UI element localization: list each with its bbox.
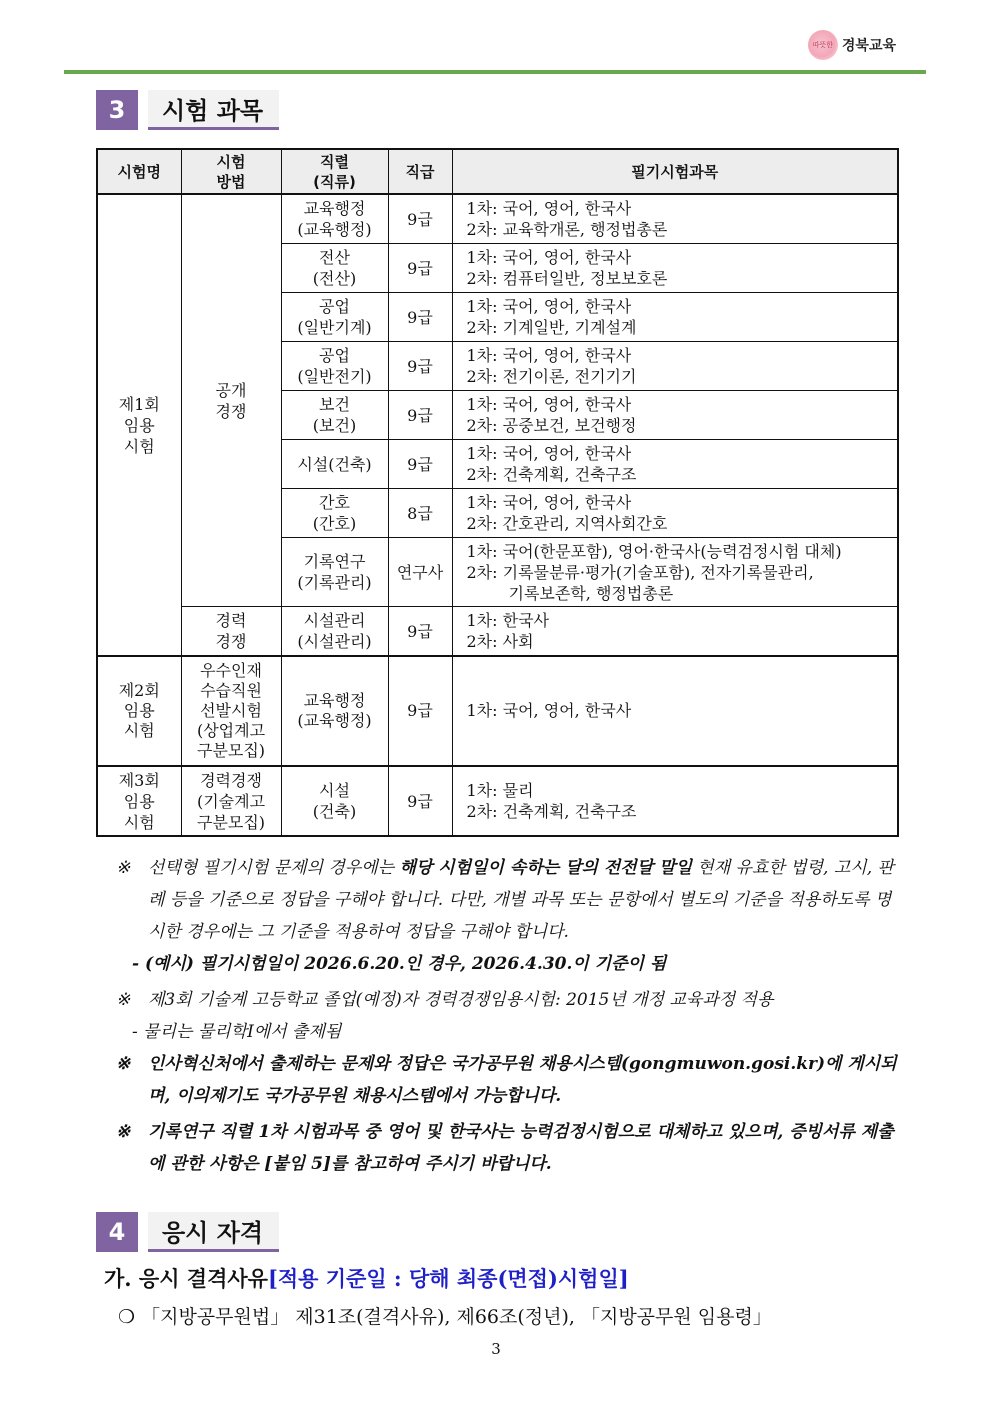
cell-series xyxy=(281,766,388,836)
column-header-line: 필기시험과목 xyxy=(631,162,719,181)
section-number: 4 xyxy=(96,1212,138,1252)
note-2 xyxy=(116,984,906,1016)
cell-series xyxy=(281,607,388,657)
subject-line: 2차: 기계일반, 기계설계 xyxy=(466,318,637,337)
notes-block xyxy=(116,852,906,1180)
cell-series-line: (일반기계) xyxy=(297,318,372,337)
column-header-line: 시험 xyxy=(216,152,246,171)
note-1 xyxy=(116,852,906,948)
subject-line: 2차: 기록물분류·평가(기술포함), 전자기록물관리, xyxy=(466,562,814,582)
cell-subjects xyxy=(452,538,898,607)
cell-series xyxy=(281,489,388,538)
cell-grade-line: 9급 xyxy=(407,454,433,474)
cell-grade-line: 9급 xyxy=(407,356,433,376)
cell-series-line: 기록연구 xyxy=(303,552,366,571)
subject-line: 1차: 국어, 영어, 한국사 xyxy=(466,493,632,512)
cell-exam-method-line: 선발시험 xyxy=(200,701,262,720)
cell-exam-method xyxy=(181,194,281,607)
cell-grade xyxy=(388,489,452,538)
cell-series xyxy=(281,656,388,766)
cell-subjects xyxy=(452,607,898,657)
table-row xyxy=(97,194,898,244)
subsection-label: 가. 응시 결격사유 xyxy=(104,1266,268,1291)
section-4-heading xyxy=(96,1212,279,1252)
subject-line: 2차: 간호관리, 지역사회간호 xyxy=(466,514,668,533)
subject-line: 2차: 컴퓨터일반, 정보보호론 xyxy=(466,269,668,288)
cell-series-line: 보건 xyxy=(319,395,350,414)
col-grade xyxy=(388,149,452,194)
cell-series-line: (교육행정) xyxy=(297,220,372,239)
header-rule xyxy=(64,70,926,74)
cell-series xyxy=(281,342,388,391)
cell-grade-line: 9급 xyxy=(407,701,433,720)
cell-exam-method-line: 우수인재 xyxy=(200,661,262,680)
subsection-basis-date: [적용 기준일 : 당해 최종(면접)시험일] xyxy=(267,1266,629,1291)
note-1-text-c: 현재 유효한 법령, 고시, 판례 등을 기준으로 정답을 구해야 합니다. 다만, 개별 과목 또는 문항에서 별도의 기준을 적용하도록 명시한 경우에는 그 기준을 적용하여 정답을 구해야 합니다. xyxy=(148,858,894,942)
cell-grade xyxy=(388,440,452,489)
cell-grade xyxy=(388,293,452,342)
cell-subjects xyxy=(452,342,898,391)
cell-exam-method-line: (기술계고 xyxy=(196,791,266,811)
cell-grade xyxy=(388,342,452,391)
subsection-ga xyxy=(104,1263,629,1293)
subject-line: 1차: 국어, 영어, 한국사 xyxy=(466,444,632,463)
column-header-line: 시험명 xyxy=(117,162,161,181)
cell-series xyxy=(281,244,388,293)
column-header-line: 직렬 xyxy=(320,152,349,171)
cell-grade xyxy=(388,244,452,293)
cell-exam-name-line: 임용 xyxy=(123,415,155,435)
cell-exam-name-line: 시험 xyxy=(123,721,155,740)
cell-series-line: 전산 xyxy=(319,248,350,267)
cell-grade-line: 9급 xyxy=(407,405,433,425)
column-header-line: 직급 xyxy=(405,162,435,181)
cell-exam-name-line: 제1회 xyxy=(118,394,160,414)
cell-series-line: (교육행정) xyxy=(297,711,372,730)
cell-exam-name-line: 시험 xyxy=(123,436,155,456)
subject-line: 기록보존학, 행정법총론 xyxy=(508,583,674,603)
cell-exam-name-line: 시험 xyxy=(123,812,155,832)
subject-line: 1차: 국어, 영어, 한국사 xyxy=(466,297,632,316)
cell-exam-method-line: 구분모집) xyxy=(196,741,266,760)
note-mark: ※ xyxy=(116,1122,131,1142)
subject-line: 1차: 국어, 영어, 한국사 xyxy=(466,701,632,720)
cell-grade xyxy=(388,607,452,657)
subject-line: 1차: 국어, 영어, 한국사 xyxy=(466,199,632,218)
col-series xyxy=(281,149,388,194)
col-exam-method xyxy=(181,149,281,194)
note-1-example: - (예시) 필기시험일이 2026.6.20.인 경우, 2026.4.30.이 기준이 됨 xyxy=(132,954,667,974)
cell-series-line: 교육행정 xyxy=(303,199,366,218)
note-2-text: 제3회 기술계 고등학교 졸업(예정)자 경력경쟁임용시험: 2015년 개정 교육과정 적용 xyxy=(148,990,774,1010)
cell-exam-method-line: 수습직원 xyxy=(200,681,262,700)
subject-line: 2차: 전기이론, 전기기기 xyxy=(466,367,637,386)
cell-series-line: (보건) xyxy=(312,416,357,435)
cell-series xyxy=(281,440,388,489)
cell-exam-name xyxy=(97,766,181,836)
subject-line: 1차: 국어, 영어, 한국사 xyxy=(466,248,632,267)
subject-line: 1차: 국어(한문포함), 영어·한국사(능력검정시험 대체) xyxy=(466,541,842,561)
cell-grade-line: 9급 xyxy=(407,258,433,278)
cell-exam-name xyxy=(97,656,181,766)
cell-grade xyxy=(388,391,452,440)
cell-series-line: (건축) xyxy=(312,802,357,821)
cell-subjects xyxy=(452,766,898,836)
logo-name: 경북교육 xyxy=(841,38,896,54)
note-2-sub: - 물리는 물리학Ⅰ에서 출제됨 xyxy=(132,1022,342,1042)
section-number: 3 xyxy=(96,90,138,130)
logo xyxy=(808,30,896,60)
cell-exam-method-line: 경쟁 xyxy=(215,632,247,651)
note-3-text: 인사혁신처에서 출제하는 문제와 정답은 국가공무원 채용시스템(gongmuwon.gosi.kr)에 게시되며, 이의제기도 국가공무원 채용시스템에서 가능합니다. xyxy=(148,1054,897,1106)
cell-subjects xyxy=(452,194,898,244)
table-row xyxy=(97,766,898,836)
note-4 xyxy=(116,1116,906,1180)
cell-series-line: 시설 xyxy=(319,781,350,800)
section-title: 응시 자격 xyxy=(148,1212,279,1252)
column-header-line: 방법 xyxy=(216,172,246,191)
cell-series-line: 교육행정 xyxy=(303,691,366,710)
table-row xyxy=(97,607,898,657)
note-1-text-bold: 해당 시험일이 속하는 달의 전전달 말일 xyxy=(399,858,692,878)
cell-subjects xyxy=(452,489,898,538)
cell-series-line: (시설관리) xyxy=(297,632,372,651)
cell-series-line: 간호 xyxy=(319,493,350,512)
note-mark: ※ xyxy=(116,990,131,1010)
subject-line: 1차: 물리 xyxy=(466,781,534,800)
cell-exam-method xyxy=(181,766,281,836)
cell-subjects xyxy=(452,293,898,342)
cell-exam-method-line: 경쟁 xyxy=(215,401,247,421)
law-reference-text: 「지방공무원법」 제31조(결격사유), 제66조(정년), 「지방공무원 임용령」 xyxy=(141,1306,772,1328)
cell-exam-name xyxy=(97,194,181,656)
cell-exam-method-line: 경력경쟁 xyxy=(200,770,262,790)
cell-exam-method-line: 공개 xyxy=(215,380,247,400)
subject-line: 1차: 한국사 xyxy=(466,611,549,630)
note-3 xyxy=(116,1048,906,1112)
note-mark: ※ xyxy=(116,858,131,878)
section-title: 시험 과목 xyxy=(148,90,279,130)
cell-series xyxy=(281,293,388,342)
subject-line: 2차: 건축계획, 건축구조 xyxy=(466,465,637,484)
page-number: 3 xyxy=(491,1340,501,1358)
cell-exam-method xyxy=(181,607,281,657)
cell-grade-line: 9급 xyxy=(407,621,433,641)
note-4-text: 기록연구 직렬 1차 시험과목 중 영어 및 한국사는 능력검정시험으로 대체하고 있으며, 증빙서류 제출에 관한 사항은 [붙임 5]를 참고하여 주시기 바랍니다. xyxy=(148,1122,894,1174)
subject-line: 2차: 교육학개론, 행정법총론 xyxy=(466,220,668,239)
cell-grade-line: 9급 xyxy=(407,791,433,811)
cell-grade xyxy=(388,766,452,836)
cell-grade xyxy=(388,194,452,244)
cell-exam-method xyxy=(181,656,281,766)
col-exam-name xyxy=(97,149,181,194)
table-header-row xyxy=(97,149,898,194)
cell-grade xyxy=(388,656,452,766)
column-header-line: (직류) xyxy=(313,172,356,191)
law-reference xyxy=(118,1302,772,1329)
cell-grade-line: 8급 xyxy=(407,503,433,523)
cell-grade xyxy=(388,538,452,607)
subject-line: 1차: 국어, 영어, 한국사 xyxy=(466,346,632,365)
note-1-text-a: 선택형 필기시험 문제의 경우에는 xyxy=(148,858,400,878)
subject-line: 2차: 사회 xyxy=(466,632,534,651)
cell-series-line: (전산) xyxy=(312,269,357,288)
cell-series xyxy=(281,538,388,607)
cell-series xyxy=(281,391,388,440)
logo-small-text: 따뜻한 xyxy=(812,41,834,49)
circle-bullet-icon: ❍ xyxy=(118,1306,136,1328)
cell-subjects xyxy=(452,244,898,293)
cell-grade-line: 9급 xyxy=(407,307,433,327)
table-row xyxy=(97,656,898,766)
cell-exam-method-line: (상업계고 xyxy=(196,721,266,740)
note-mark: ※ xyxy=(116,1054,131,1074)
cell-subjects xyxy=(452,440,898,489)
cell-exam-name-line: 임용 xyxy=(123,791,155,811)
cell-exam-method-line: 구분모집) xyxy=(196,812,266,832)
cell-grade-line: 연구사 xyxy=(396,562,444,582)
cell-exam-name-line: 제3회 xyxy=(118,770,160,790)
cell-subjects xyxy=(452,656,898,766)
subject-line: 2차: 건축계획, 건축구조 xyxy=(466,802,637,821)
subject-line: 1차: 국어, 영어, 한국사 xyxy=(466,395,632,414)
cell-exam-name-line: 제2회 xyxy=(118,681,160,700)
cell-series-line: 공업 xyxy=(319,346,350,365)
cell-series-line: (기록관리) xyxy=(297,573,372,592)
cell-series-line: (일반전기) xyxy=(297,367,372,386)
subject-line: 2차: 공중보건, 보건행정 xyxy=(466,416,637,435)
cell-exam-name-line: 임용 xyxy=(123,701,155,720)
logo-emblem xyxy=(808,30,838,60)
section-3-heading xyxy=(96,90,279,130)
cell-series-line: 시설(건축) xyxy=(297,454,372,474)
cell-grade-line: 9급 xyxy=(407,209,433,229)
col-subjects xyxy=(452,149,898,194)
cell-series-line: 공업 xyxy=(319,297,350,316)
cell-series-line: 시설관리 xyxy=(303,611,366,630)
cell-series xyxy=(281,194,388,244)
exam-subjects-table xyxy=(96,148,899,837)
cell-series-line: (간호) xyxy=(312,514,357,533)
cell-exam-method-line: 경력 xyxy=(215,611,247,630)
cell-subjects xyxy=(452,391,898,440)
